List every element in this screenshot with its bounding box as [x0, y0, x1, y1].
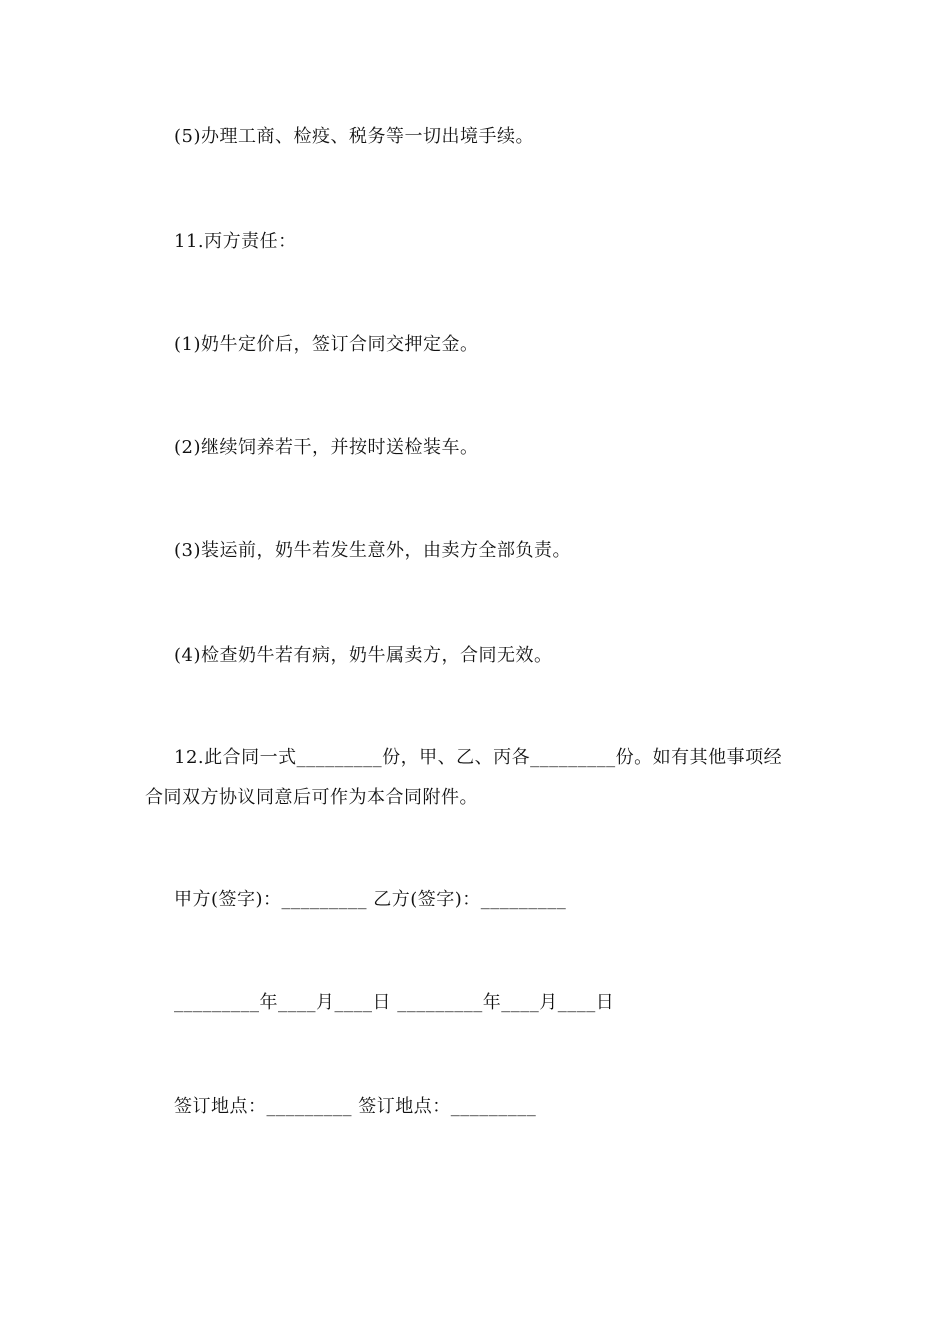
- signature-line: 甲方(签字)：_________ 乙方(签字)：_________: [174, 889, 567, 910]
- clause-10-item-5: (5)办理工商、检疫、税务等一切出境手续。: [174, 126, 534, 147]
- signing-place-line: 签订地点：_________ 签订地点：_________: [174, 1096, 537, 1117]
- clause-11-item-3: (3)装运前，奶牛若发生意外，由卖方全部负责。: [174, 540, 571, 561]
- clause-11-item-2: (2)继续饲养若干，并按时送检装车。: [174, 437, 479, 458]
- clause-11-item-4: (4)检查奶牛若有病，奶牛属卖方，合同无效。: [174, 645, 553, 666]
- clause-11-item-1: (1)奶牛定价后，签订合同交押定金。: [174, 334, 479, 355]
- clause-11-heading: 11.丙方责任：: [174, 231, 297, 252]
- clause-12-line-1: 12.此合同一式_________份，甲、乙、丙各_________份。如有其他事项经: [174, 747, 783, 768]
- date-line: _________年____月____日 _________年____月____日: [174, 992, 615, 1013]
- clause-12-line-2: 合同双方协议同意后可作为本合同附件。: [145, 787, 478, 808]
